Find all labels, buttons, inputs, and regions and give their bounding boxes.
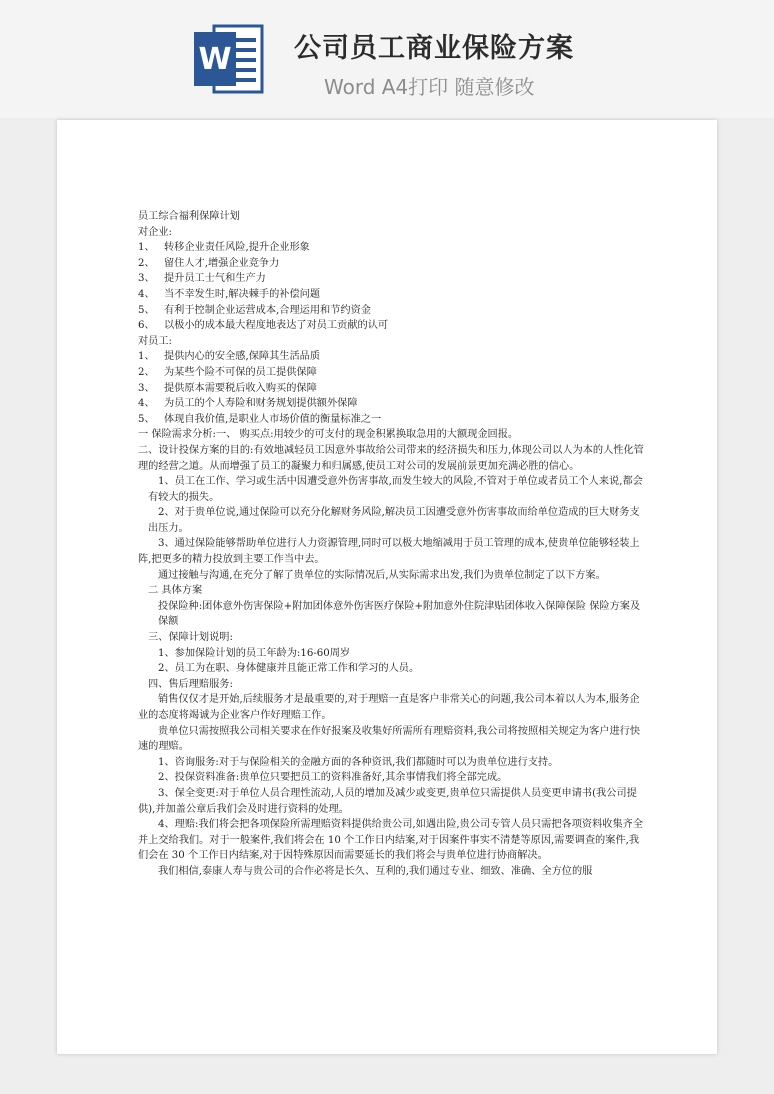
list-item: 6、 以极小的成本最大程度地表达了对员工贡献的认可 bbox=[138, 320, 389, 332]
paragraph-service-2: 贵单位只需按照我公司相关要求在作好报案及收集好所需所有理赔资料,我公司将按照相关规定为客户进行快速的理赔。 bbox=[138, 725, 641, 753]
document-body bbox=[138, 209, 648, 880]
header-banner bbox=[0, 0, 774, 118]
list-item: 1、 提供内心的安全感,保障其生活品质 bbox=[138, 351, 321, 363]
page-title: 公司员工商业保险方案 bbox=[294, 33, 574, 64]
list-item: 4、 当不幸发生时,解决棘手的补偿问题 bbox=[138, 288, 321, 300]
paragraph-point-3: 3、通过保险能够帮助单位进行人力资源管理,同时可以极大地缩减用于员工管理的成本,使贵单位能够轻装上阵,把更多的精力投放到主要工作当中去。 bbox=[138, 538, 640, 566]
company-label: 对企业: bbox=[138, 226, 172, 238]
service-item: 1、咨询服务:对于与保险相关的金融方面的各种资讯,我们都随时可以为贵单位进行支持。 bbox=[158, 756, 559, 768]
list-item: 5、 有利于控制企业运营成本,合理运用和节约资金 bbox=[138, 304, 371, 316]
section-heading-note: 三、保障计划说明: bbox=[148, 632, 233, 644]
section-heading-plan: 二 具体方案 bbox=[148, 585, 203, 597]
list-item: 3、 提供原本需要税后收入购买的保障 bbox=[138, 382, 317, 394]
svg-text:W: W bbox=[198, 42, 232, 77]
paragraph-need: 一 保险需求分析:一、 购买点:用较少的可支付的现金积累换取急用的大额现金回报。 bbox=[138, 429, 519, 441]
list-item: 3、 提升员工士气和生产力 bbox=[138, 273, 266, 285]
paragraph-service-1: 销售仅仅才是开始,后续服务才是最重要的,对于理赔一直是客户非常关心的问题,我公司本着以人为本,服务企业的态度将竭诚为企业客户作好理赔工作。 bbox=[138, 694, 640, 721]
page-subtitle: Word A4打印 随意修改 bbox=[324, 75, 535, 99]
note-item: 2、员工为在职、身体健康并且能正常工作和学习的人员。 bbox=[158, 663, 420, 675]
service-item: 3、保全变更:对于单位人员合理性流动,人员的增加及减少或变更,贵单位只需提供人员变更申请书(我公司提供),并加盖公章后我们会及时进行资料的处理。 bbox=[138, 787, 637, 815]
list-item: 4、 为员工的个人寿险和财务规划提供额外保障 bbox=[138, 398, 358, 410]
list-item: 2、 留住人才,增强企业竞争力 bbox=[138, 257, 280, 269]
service-item: 4、理赔:我们将会把各项保险所需理赔资料提供给贵公司,如遇出险,贵公司专管人员只需把各项资料收集齐全并上交给我们。对于一般案件,我们将会在 10 个工作日内结案,对于因案件事实不清楚等原因,需要调查的案件,我们会在 30 个工作日内结案,对于因特殊原因而需要延长的我们将会与贵单位进行协商解决。 bbox=[138, 819, 644, 862]
section-heading-service: 四、售后理赔服务: bbox=[148, 678, 233, 690]
paragraph-point-4: 通过接触与沟通,在充分了解了贵单位的实际情况后,从实际需求出发,我们为贵单位制定了以下方案。 bbox=[158, 569, 606, 581]
paragraph-last: 我们相信,泰康人寿与贵公司的合作必将是长久、互利的,我们通过专业、细致、准确、全方位的服 bbox=[158, 865, 593, 877]
employee-list bbox=[138, 349, 648, 427]
list-item: 5、 体现自我价值,是职业人市场价值的衡量标准之一 bbox=[138, 413, 382, 425]
list-item: 2、 为某些个险不可保的员工提供保障 bbox=[138, 366, 317, 378]
paragraph-point-1: 1、员工在工作、学习或生活中因遭受意外伤害事故,而发生较大的风险,不管对于单位或者员工个人来说,都会有较大的损失。 bbox=[148, 476, 643, 503]
document-heading: 员工综合福利保障计划 bbox=[138, 211, 240, 222]
document-page bbox=[57, 120, 717, 1054]
paragraph-plan: 投保险种:团体意外伤害保险+附加团体意外伤害医疗保险+附加意外住院津贴团体收入保障保险 保险方案及保额 bbox=[158, 600, 641, 628]
company-list bbox=[138, 240, 648, 334]
employee-label: 对员工: bbox=[138, 335, 172, 347]
word-icon bbox=[192, 22, 266, 96]
paragraph-purpose: 二、设计投保方案的目的:有效地减轻员工因意外事故给公司带来的经济损失和压力,体现公司以人为本的人性化管理的经营之道。从而增强了员工的凝聚力和归属感,使员工对公司的发展前景更加充满必胜的信心。 bbox=[138, 444, 644, 472]
service-item: 2、投保资料准备:贵单位只要把员工的资料准备好,其余事情我们将全部完成。 bbox=[158, 772, 508, 784]
note-item: 1、参加保险计划的员工年龄为:16-60周岁 bbox=[158, 647, 351, 659]
paragraph-point-2: 2、对于贵单位说,通过保险可以充分化解财务风险,解决员工因遭受意外伤害事故而给单位造成的巨大财务支出压力。 bbox=[148, 507, 640, 534]
list-item: 1、 转移企业责任风险,提升企业形象 bbox=[138, 242, 310, 254]
